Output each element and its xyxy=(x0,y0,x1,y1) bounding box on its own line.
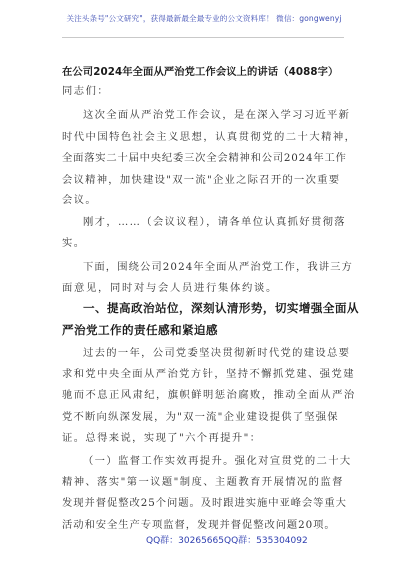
body-line: 时代中国特色社会主义思想，认真贯彻党的二十大精神， xyxy=(62,131,357,143)
section-heading: 严治党工作的责任感和紧迫感 xyxy=(62,323,218,337)
section-heading: 一、提高政治站位，深刻认清形势，切实增强全面从 xyxy=(83,301,359,315)
body-line: 刚才，……（会议议程），请各单位认真抓好贯彻落 xyxy=(83,216,346,228)
body-line: （一）监督工作实效再提升。强化对宣贯党的二十大 xyxy=(83,455,352,467)
body-line: 发现并督促整改25个问题。及时跟进实施中亚峰会等重大 xyxy=(62,497,347,509)
body-line: 实。 xyxy=(62,237,86,249)
body-line: 精神、落实"第一议题"制度、主题教育开展情况的监督 xyxy=(62,476,344,488)
body-line: 过去的一年，公司党委坚决贯彻新时代党的建设总要 xyxy=(83,347,351,359)
document-title: 在公司2024年全面从严治党工作会议上的讲话（4088字） xyxy=(62,66,339,78)
footer-qq-group-2: QQ群：535304092 xyxy=(224,536,308,546)
body-line: 证。总得来说，实现了"六个再提升"： xyxy=(62,432,262,444)
header-banner: 关注头条号"公文研究"，获得最新最全最专业的公文资料库！ 微信：gongwenyj xyxy=(66,14,342,23)
footer-qq-group-1: QQ群：30265665 xyxy=(146,536,224,546)
body-line: 这次全面从严治党工作会议，是在深入学习习近平新 xyxy=(83,109,351,121)
body-line: 全面落实二十届中央纪委三次全会精神和公司2024年工作 xyxy=(62,152,347,164)
body-line: 下面，围绕公司2024年全面从严治党工作，我讲三方 xyxy=(83,261,353,273)
body-line: 会议。 xyxy=(62,194,98,206)
body-line: 党不断向纵深发展，为"双一流"企业建设提供了坚强保 xyxy=(62,411,339,423)
body-line: 会议精神，加快建设"双一流"企业之际召开的一次重要 xyxy=(62,174,341,186)
body-line: 活动和安全生产专项监督，发现并督促整改问题20项。 xyxy=(62,519,336,531)
body-line: 驰而不息正风肃纪，旗帜鲜明惩治腐败，推动全面从严治 xyxy=(62,389,356,401)
body-line: 面意见，同时对与会人员进行集体约谈。 xyxy=(62,282,278,294)
salutation: 同志们： xyxy=(62,85,110,97)
header-divider xyxy=(62,37,344,38)
body-line: 求和党中央全面从严治党方针，坚持不懈抓党建、强党建 xyxy=(62,368,355,380)
